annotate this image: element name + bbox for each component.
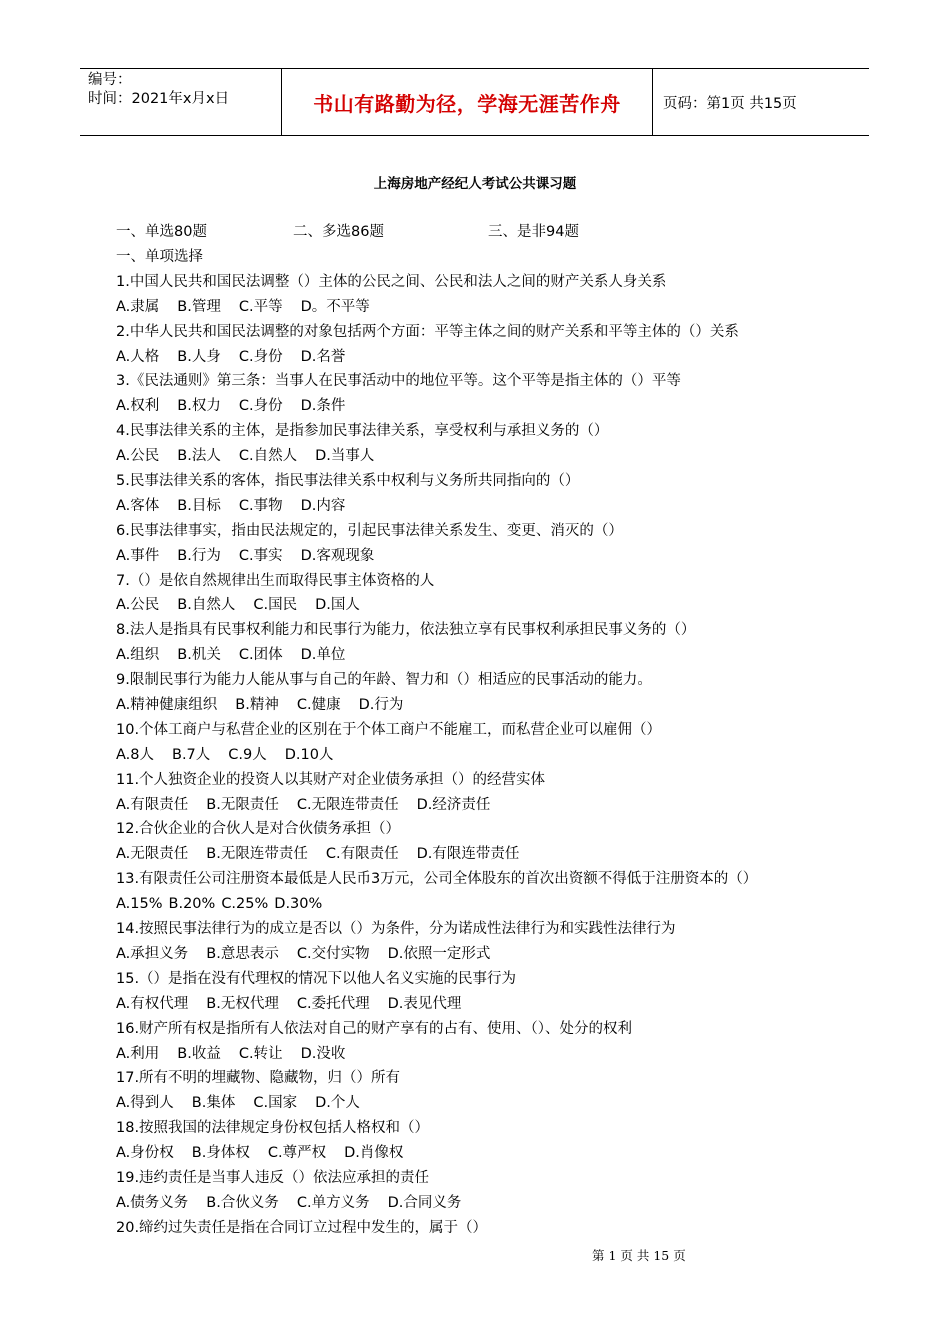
answer-options bbox=[116, 444, 836, 469]
motto-text: 书山有路勤为径，学海无涯苦作舟 bbox=[313, 91, 621, 116]
document-title: 上海房地产经纪人考试公共课习题 bbox=[373, 176, 577, 192]
answer-option: C.转让 bbox=[238, 1045, 283, 1062]
answer-option: C.健康 bbox=[296, 697, 341, 714]
answer-option: A.利用 bbox=[116, 1045, 160, 1062]
question-text: 8.法人是指具有民事权利能力和民事行为能力，依法独立享有民事权利承担民事义务的（） bbox=[116, 622, 696, 639]
answer-option: D.国人 bbox=[315, 597, 360, 614]
answer-option: B.7人 bbox=[172, 746, 211, 763]
question-type-summary bbox=[116, 220, 716, 240]
answer-option: C.交付实物 bbox=[296, 945, 370, 962]
answer-options bbox=[116, 295, 836, 320]
answer-option: A.隶属 bbox=[116, 298, 160, 315]
answer-option: D.合同义务 bbox=[387, 1194, 462, 1211]
answer-option: A.债务义务 bbox=[116, 1194, 189, 1211]
question-text: 12.合伙企业的合伙人是对合伙债务承担（） bbox=[116, 821, 401, 838]
answer-option: A.权利 bbox=[116, 398, 160, 415]
answer-option: B.无限责任 bbox=[206, 796, 279, 813]
answer-option: A.事件 bbox=[116, 547, 160, 564]
answer-option: D.表见代理 bbox=[387, 995, 462, 1012]
answer-options bbox=[116, 394, 836, 419]
answer-option: D.客观现象 bbox=[300, 547, 375, 564]
answer-option: D.没收 bbox=[300, 1045, 346, 1062]
answer-option: B.20% bbox=[168, 896, 216, 913]
answer-option: C.尊严权 bbox=[267, 1145, 327, 1162]
answer-option: C.平等 bbox=[238, 298, 283, 315]
answer-option: A.承担义务 bbox=[116, 945, 189, 962]
question-text: 18.按照我国的法律规定身份权包括人格权和（） bbox=[116, 1120, 430, 1137]
answer-option: D.10人 bbox=[284, 746, 334, 763]
answer-option: B.精神 bbox=[235, 697, 279, 714]
answer-option: D.行为 bbox=[358, 697, 404, 714]
answer-options bbox=[116, 1091, 836, 1116]
answer-option: C.无限连带责任 bbox=[296, 796, 399, 813]
answer-option: B.人身 bbox=[177, 348, 221, 365]
answer-option: D.名誉 bbox=[300, 348, 346, 365]
answer-option: C.身份 bbox=[238, 398, 283, 415]
summary-single-choice: 一、单选80题 bbox=[116, 224, 207, 240]
answer-option: A.有限责任 bbox=[116, 796, 189, 813]
answer-option: B.法人 bbox=[177, 448, 221, 465]
answer-option: C.国家 bbox=[253, 1095, 298, 1112]
answer-option: C.委托代理 bbox=[296, 995, 370, 1012]
question-list bbox=[116, 245, 836, 1241]
answer-options bbox=[116, 743, 836, 768]
question-text: 7.（）是依自然规律出生而取得民事主体资格的人 bbox=[116, 572, 435, 589]
question-text: 16.财产所有权是指所有人依法对自己的财产享有的占有、使用、（）、处分的权利 bbox=[116, 1020, 633, 1037]
question-text: 19.违约责任是当事人违反（）依法应承担的责任 bbox=[116, 1169, 430, 1186]
answer-options bbox=[116, 593, 836, 618]
answer-option: A.人格 bbox=[116, 348, 160, 365]
answer-options bbox=[116, 1191, 836, 1216]
answer-option: B.行为 bbox=[177, 547, 221, 564]
answer-option: D.个人 bbox=[315, 1095, 360, 1112]
question-text: 4.民事法律关系的主体，是指参加民事法律关系，享受权利与承担义务的（） bbox=[116, 423, 609, 440]
answer-option: B.合伙义务 bbox=[206, 1194, 279, 1211]
summary-multiple-choice: 二、多选86题 bbox=[293, 224, 384, 240]
answer-option: D.条件 bbox=[300, 398, 346, 415]
answer-option: D.依照一定形式 bbox=[387, 945, 491, 962]
answer-option: A.身份权 bbox=[116, 1145, 174, 1162]
answer-option: B.自然人 bbox=[177, 597, 236, 614]
answer-option: D.肖像权 bbox=[344, 1145, 404, 1162]
question-text: 9.限制民事行为能力人能从事与自己的年龄、智力和（）相适应的民事活动的能力。 bbox=[116, 672, 652, 689]
question-text: 10.个体工商户与私营企业的区别在于个体工商户不能雇工，而私营企业可以雇佣（） bbox=[116, 721, 662, 738]
answer-option: A.公民 bbox=[116, 448, 160, 465]
answer-option: B.机关 bbox=[177, 647, 221, 664]
answer-options bbox=[116, 643, 836, 668]
answer-option: A.公民 bbox=[116, 597, 160, 614]
answer-option: D。不平等 bbox=[300, 298, 370, 315]
answer-option: B.无权代理 bbox=[206, 995, 279, 1012]
question-text: 13.有限责任公司注册资本最低是人民币3万元，公司全体股东的首次出资额不得低于注册资本的（） bbox=[116, 871, 758, 888]
answer-option: C.单方义务 bbox=[296, 1194, 370, 1211]
answer-option: A.8人 bbox=[116, 746, 154, 763]
document-date: 时间：2021年x月x日 bbox=[88, 91, 230, 107]
answer-options bbox=[116, 494, 836, 519]
answer-option: A.15% bbox=[116, 896, 163, 913]
answer-option: B.意思表示 bbox=[206, 945, 279, 962]
header-page-info bbox=[653, 69, 869, 135]
answer-option: A.精神健康组织 bbox=[116, 697, 218, 714]
question-text: 11.个人独资企业的投资人以其财产对企业债务承担（）的经营实体 bbox=[116, 771, 546, 788]
question-text: 20.缔约过失责任是指在合同订立过程中发生的，属于（） bbox=[116, 1219, 488, 1236]
question-text: 2.中华人民共和国民法调整的对象包括两个方面：平等主体之间的财产关系和平等主体的（）关系 bbox=[116, 323, 739, 340]
answer-options bbox=[116, 992, 836, 1017]
answer-option: C.自然人 bbox=[238, 448, 298, 465]
answer-option: C.9人 bbox=[228, 746, 267, 763]
answer-option: D.内容 bbox=[300, 497, 346, 514]
answer-option: B.目标 bbox=[177, 497, 221, 514]
answer-option: D.当事人 bbox=[315, 448, 375, 465]
answer-option: A.有权代理 bbox=[116, 995, 189, 1012]
question-text: 5.民事法律关系的客体，指民事法律关系中权利与义务所共同指向的（） bbox=[116, 473, 580, 490]
section-heading: 一、单项选择 bbox=[116, 249, 203, 265]
answer-options bbox=[116, 1042, 836, 1067]
answer-option: A.组织 bbox=[116, 647, 160, 664]
answer-option: C.事实 bbox=[238, 547, 283, 564]
question-text: 15.（）是指在没有代理权的情况下以他人名义实施的民事行为 bbox=[116, 970, 517, 987]
answer-option: B.权力 bbox=[177, 398, 221, 415]
footer-page-number: 第 1 页 共 15 页 bbox=[592, 1248, 686, 1263]
document-number-label: 编号： bbox=[88, 72, 132, 88]
answer-options bbox=[116, 942, 836, 967]
answer-options bbox=[116, 1141, 836, 1166]
answer-option: B.无限连带责任 bbox=[206, 846, 308, 863]
answer-option: C.25% bbox=[221, 896, 269, 913]
header-motto-cell bbox=[281, 69, 653, 135]
answer-option: C.团体 bbox=[238, 647, 283, 664]
question-text: 14.按照民事法律行为的成立是否以（）为条件，分为诺成性法律行为和实践性法律行为 bbox=[116, 921, 676, 938]
question-text: 6.民事法律事实，指由民法规定的，引起民事法律关系发生、变更、消灭的（） bbox=[116, 522, 623, 539]
answer-option: A.客体 bbox=[116, 497, 160, 514]
answer-option: C.国民 bbox=[253, 597, 298, 614]
question-text: 17.所有不明的埋藏物、隐藏物，归（）所有 bbox=[116, 1070, 401, 1087]
page-info-text: 页码：第1页 共15页 bbox=[663, 95, 797, 112]
page-header bbox=[80, 68, 869, 136]
answer-option: B.集体 bbox=[191, 1095, 236, 1112]
answer-options bbox=[116, 842, 836, 867]
answer-option: C.事物 bbox=[238, 497, 283, 514]
answer-option: A.无限责任 bbox=[116, 846, 189, 863]
answer-option: D.单位 bbox=[300, 647, 346, 664]
answer-option: D.经济责任 bbox=[416, 796, 491, 813]
answer-option: C.有限责任 bbox=[325, 846, 399, 863]
answer-options bbox=[116, 892, 836, 917]
answer-options bbox=[116, 693, 836, 718]
answer-options bbox=[116, 345, 836, 370]
answer-option: B.身体权 bbox=[191, 1145, 250, 1162]
answer-option: A.得到人 bbox=[116, 1095, 174, 1112]
answer-option: B.收益 bbox=[177, 1045, 221, 1062]
answer-option: C.身份 bbox=[238, 348, 283, 365]
header-meta bbox=[80, 69, 281, 135]
answer-option: B.管理 bbox=[177, 298, 221, 315]
answer-option: D.有限连带责任 bbox=[416, 846, 520, 863]
answer-option: D.30% bbox=[274, 896, 323, 913]
question-text: 1.中国人民共和国民法调整（）主体的公民之间、公民和法人之间的财产关系人身关系 bbox=[116, 273, 667, 290]
summary-true-false: 三、是非94题 bbox=[488, 224, 579, 240]
question-text: 3.《民法通则》第三条：当事人在民事活动中的地位平等。这个平等是指主体的（）平等 bbox=[116, 373, 681, 390]
answer-options bbox=[116, 793, 836, 818]
answer-options bbox=[116, 544, 836, 569]
